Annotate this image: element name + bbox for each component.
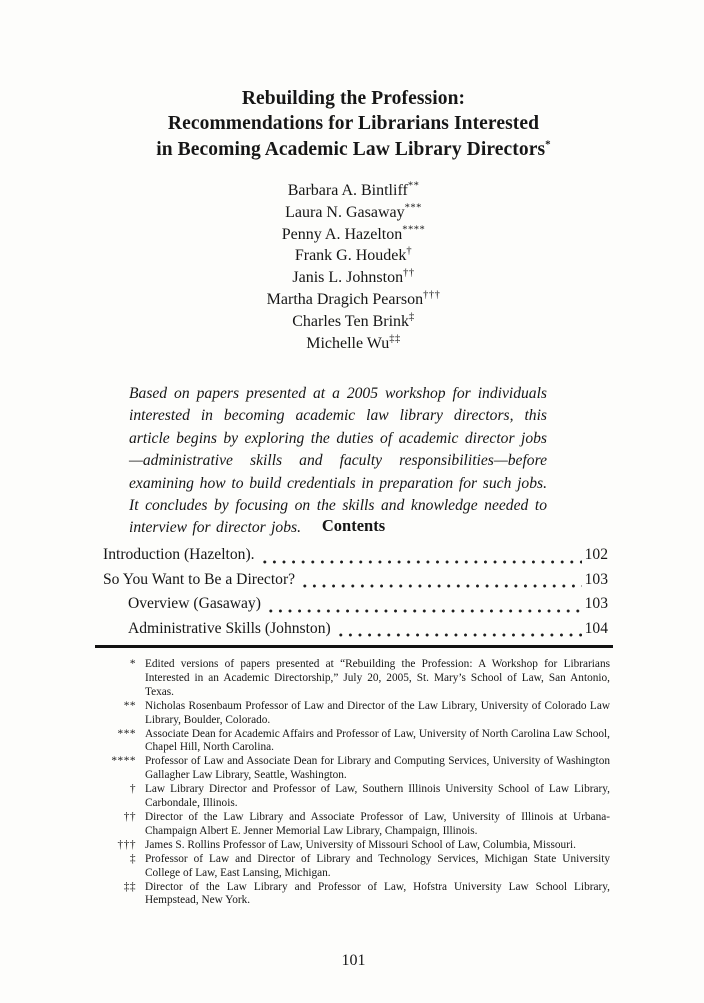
footnote-marker: ‡: [129, 852, 136, 865]
author-name: Michelle Wu: [306, 334, 390, 352]
toc-page-number: 102: [584, 546, 608, 563]
author-name: Martha Dragich Pearson: [266, 290, 424, 308]
footnote-item: [97, 839, 610, 853]
toc-label: Overview (Gasaway): [128, 595, 261, 613]
toc-label: Introduction (Hazelton).: [103, 546, 255, 563]
author-name: Frank G. Houdek: [294, 247, 407, 265]
author-name: Laura N. Gasaway: [285, 203, 405, 221]
footnote-item: [97, 783, 610, 811]
article-title-line-2: Recommendations for Librarians Interested: [167, 113, 540, 135]
footnote-item: [97, 658, 610, 700]
toc-entry: [103, 595, 608, 620]
footnote-marker: †: [129, 783, 136, 796]
footnote-text: Professor of Law and Director of Library and Technology Services, Michigan State University College of Law, East Lansing, Michigan.: [145, 852, 610, 879]
footnote-separator-rule: [95, 645, 613, 648]
footnote-marker: ****: [111, 755, 136, 768]
author-footnote-marker: ††: [403, 267, 415, 279]
author-footnote-marker: †: [406, 246, 413, 258]
author-footnote-marker: **: [407, 180, 420, 192]
footnote-marker: *: [129, 658, 136, 670]
toc-page-number: 103: [584, 595, 608, 613]
toc-entry: [103, 546, 608, 571]
footnote-marker: †††: [117, 838, 136, 851]
author-footnote-marker: ‡‡: [389, 333, 401, 345]
toc-label: Administrative Skills (Johnston): [128, 619, 331, 637]
author-footnote-marker: ‡: [409, 311, 415, 323]
footnote-item: [97, 728, 610, 756]
toc-entry: [103, 620, 608, 645]
author-row: [97, 245, 610, 267]
author-name: Barbara A. Bintliff: [287, 182, 408, 199]
footnote-item: [97, 755, 610, 783]
title-footnote-marker: *: [545, 138, 551, 151]
author-row: [97, 333, 610, 355]
author-row: [97, 289, 610, 311]
footnote-text: James S. Rollins Professor of Law, University of Missouri School of Law, Columbia, Missouri.: [145, 838, 576, 851]
page-number: 101: [341, 952, 366, 969]
toc-label: So You Want to Be a Director?: [103, 570, 296, 588]
footnote-text: Professor of Law and Associate Dean for Library and Computing Services, University of Washington Gallagher Law Library, Seattle, Washington.: [145, 755, 610, 782]
toc-page-number: 104: [584, 619, 608, 637]
footnote-item: [97, 700, 610, 728]
footnote-text: Director of the Law Library and Associate Professor of Law, University of Illinois at Urbana-Champaign Albert E. Jenner Memorial Law Library, Champaign, Illinois.: [145, 810, 610, 837]
author-row: [97, 202, 610, 224]
table-of-contents: [103, 546, 608, 644]
footnote-marker: ‡‡: [123, 880, 136, 893]
footnote-marker: ***: [117, 727, 136, 740]
article-title-line-1: Rebuilding the Profession:: [241, 88, 466, 109]
footnote-item: [97, 811, 610, 839]
dot-leader: [300, 583, 582, 589]
footnote-text: Nicholas Rosenbaum Professor of Law and Director of the Law Library, University of Colorado Law Library, Boulder, Colorado.: [145, 699, 610, 726]
author-footnote-marker: ***: [404, 202, 422, 214]
abstract-text: Based on papers presented at a 2005 workshop for individuals interested in becoming academic law library directors, this article begins by exploring the duties of academic director jobs—administrative skills and faculty responsibilities—before examining how to build credentials in preparation for such jobs. It concludes by focusing on the skills and knowledge needed to interview for director jobs.: [129, 385, 547, 537]
article-title-line-3: [97, 137, 610, 162]
author-row: [97, 180, 610, 202]
dot-leader: [266, 608, 582, 614]
author-list: [97, 180, 610, 354]
author-name: Charles Ten Brink: [292, 312, 410, 330]
author-footnote-marker: ****: [402, 224, 426, 236]
author-row: [97, 224, 610, 246]
footnote-item: [97, 881, 610, 909]
author-name: Penny A. Hazelton: [281, 225, 403, 243]
footnote-marker: ††: [123, 810, 136, 823]
author-row: [97, 267, 610, 289]
author-footnote-marker: †††: [423, 289, 441, 301]
footnote-text: Edited versions of papers presented at “Rebuilding the Profession: A Workshop for Librarians Interested in an Academic Directorship,” July 20, 2005, St. Mary’s School of Law, San Antonio, Texas.: [145, 658, 610, 698]
article-title: [97, 86, 610, 162]
footnote-text: Law Library Director and Professor of Law, Southern Illinois University School of Law Library, Carbondale, Illinois.: [145, 783, 610, 810]
author-row: [97, 311, 610, 333]
contents-heading: Contents: [321, 516, 386, 535]
footnote-marker: **: [123, 699, 136, 712]
article-title-line-3-text: in Becoming Academic Law Library Directors: [156, 138, 546, 160]
toc-page-number: 103: [584, 570, 608, 588]
footnote-item: [97, 853, 610, 881]
dot-leader: [260, 559, 582, 565]
footnote-text: Associate Dean for Academic Affairs and Professor of Law, University of North Carolina Law School, Chapel Hill, North Carolina.: [145, 727, 610, 754]
toc-entry: [103, 571, 608, 596]
author-name: Janis L. Johnston: [292, 269, 404, 287]
dot-leader: [336, 632, 582, 638]
footnotes-section: [97, 658, 610, 908]
footnote-text: Director of the Law Library and Professor of Law, Hofstra University Law School Library, Hempstead, New York.: [145, 880, 610, 907]
